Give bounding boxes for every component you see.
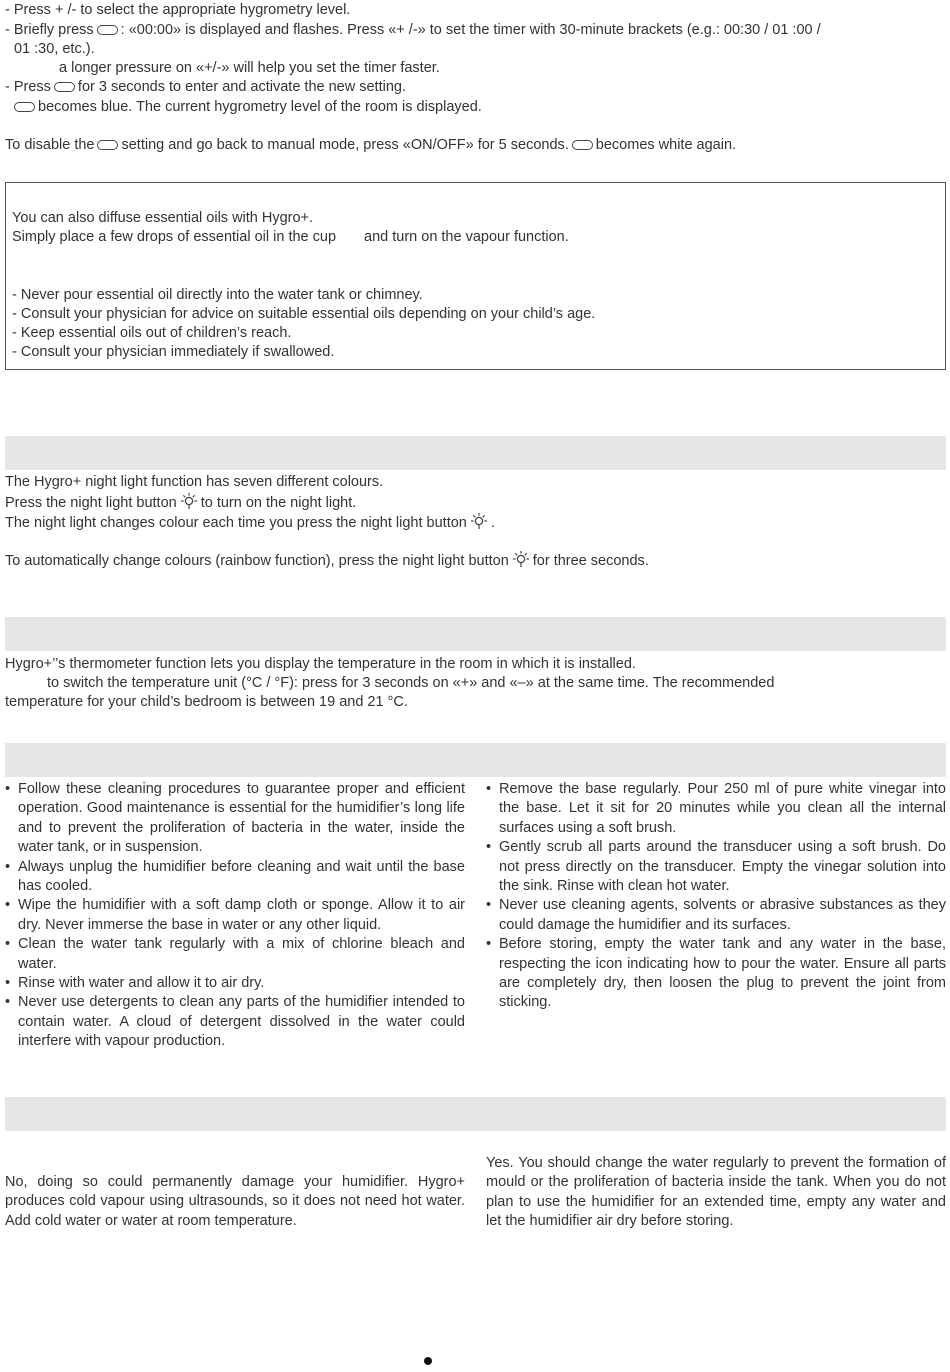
- timer-tip: a longer pressure on «+/-» will help you set the timer faster.: [59, 60, 440, 76]
- faq-answer-right: Yes. You should change the water regularly to prevent the formation of mould or the proliferation of bacteria inside the tank. When you do not plan to use the humidifier for an extended time, empty any water and let the humidifier air dry before storing.: [486, 1155, 946, 1230]
- page-marker-dot: [424, 1357, 432, 1365]
- nightlight-instruction-1: Press the night light button to turn on the night light.: [5, 492, 356, 513]
- nightlight-intro: The Hygro+ night light function has seven different colours.: [5, 474, 384, 490]
- oils-instruction: Simply place a few drops of essential oil in the cup and turn on the vapour function.: [12, 229, 569, 245]
- section-header-band: [5, 743, 946, 777]
- thermometer-recommendation: temperature for your child’s bedroom is between 19 and 21 °C.: [5, 694, 408, 710]
- list-item: • Before storing, empty the water tank and any water in the base, respecting the icon indicating how to pour the water. Ensure all parts are completely dry, then loosen the plug to prevent the joint from sticking.: [486, 935, 946, 1013]
- oils-warning: - Keep essential oils out of children’s reach.: [12, 325, 292, 341]
- timer-instruction-2: - Briefly press : «00:00» is displayed and flashes. Press «+ /-» to set the timer with 30-minute brackets (e.g.: 00:30 / 01 :00 /: [5, 22, 821, 38]
- timer-instruction-5: becomes blue. The current hygrometry level of the room is displayed.: [14, 98, 482, 117]
- nightlight-rainbow: To automatically change colours (rainbow function), press the night light button for three seconds.: [5, 550, 649, 571]
- oils-warning: - Never pour essential oil directly into the water tank or chimney.: [12, 287, 423, 303]
- night-light-icon: [470, 512, 488, 530]
- timer-button-icon: [14, 102, 35, 112]
- thermometer-instruction: to switch the temperature unit (°C / °F): press for 3 seconds on «+» and «–» at the same time. The recommended: [47, 675, 775, 691]
- cleaning-list-right: [486, 780, 946, 1013]
- timer-button-icon: [572, 140, 593, 150]
- list-item: • Follow these cleaning procedures to guarantee proper and efficient operation. Good maintenance is essential for the humidifier’s long life and to prevent the proliferation of bacteria in the water, inside the water tank, or in suspension.: [5, 780, 465, 858]
- timer-instruction-4: - Press for 3 seconds to enter and activate the new setting.: [5, 79, 406, 95]
- timer-disable-instruction: To disable the setting and go back to manual mode, press «ON/OFF» for 5 seconds. becomes white again.: [5, 137, 737, 153]
- timer-button-icon: [54, 82, 75, 92]
- oils-warning: - Consult your physician immediately if swallowed.: [12, 344, 335, 360]
- section-header-band: [5, 436, 946, 470]
- nightlight-instruction-2: The night light changes colour each time you press the night light button .: [5, 512, 495, 533]
- list-item: • Always unplug the humidifier before cleaning and wait until the base has cooled.: [5, 858, 465, 897]
- list-item: • Never use detergents to clean any parts of the humidifier intended to contain water. A cloud of detergent dissolved in the water could interfere with vapour production.: [5, 993, 465, 1051]
- list-item: • Gently scrub all parts around the transducer using a soft brush. Do not press directly on the transducer. Empty the vinegar solution into the sink. Rinse with clean hot water.: [486, 838, 946, 896]
- night-light-icon: [512, 550, 530, 568]
- faq-answer-left: No, doing so could permanently damage your humidifier. Hygro+ produces cold vapour using ultrasounds, so it does not need hot water. Add cold water or water at room temperature.: [5, 1174, 465, 1229]
- timer-button-icon: [97, 140, 118, 150]
- list-item: • Wipe the humidifier with a soft damp cloth or sponge. Allow it to air dry. Never immerse the base in water or any other liquid.: [5, 896, 465, 935]
- list-item: • Remove the base regularly. Pour 250 ml of pure white vinegar into the base. Let it sit for 20 minutes while you clean all the internal surfaces using a soft brush.: [486, 780, 946, 838]
- list-item: • Never use cleaning agents, solvents or abrasive substances as they could damage the humidifier and its surfaces.: [486, 896, 946, 935]
- timer-instruction-1: - Press + /- to select the appropriate hygrometry level.: [5, 2, 351, 18]
- cleaning-list-left: [5, 780, 465, 1052]
- thermometer-intro: Hygro+’’s thermometer function lets you display the temperature in the room in which it is installed.: [5, 656, 636, 672]
- night-light-icon: [180, 492, 198, 510]
- timer-instruction-3: 01 :30, etc.).: [14, 41, 95, 57]
- list-item: • Rinse with water and allow it to air dry.: [5, 974, 465, 993]
- oils-warning: - Consult your physician for advice on suitable essential oils depending on your child’s age.: [12, 306, 596, 322]
- section-header-band: [5, 1097, 946, 1131]
- list-item: • Clean the water tank regularly with a mix of chlorine bleach and water.: [5, 935, 465, 974]
- section-header-band: [5, 617, 946, 651]
- timer-button-icon: [97, 25, 118, 35]
- oils-intro: You can also diffuse essential oils with Hygro+.: [12, 210, 314, 226]
